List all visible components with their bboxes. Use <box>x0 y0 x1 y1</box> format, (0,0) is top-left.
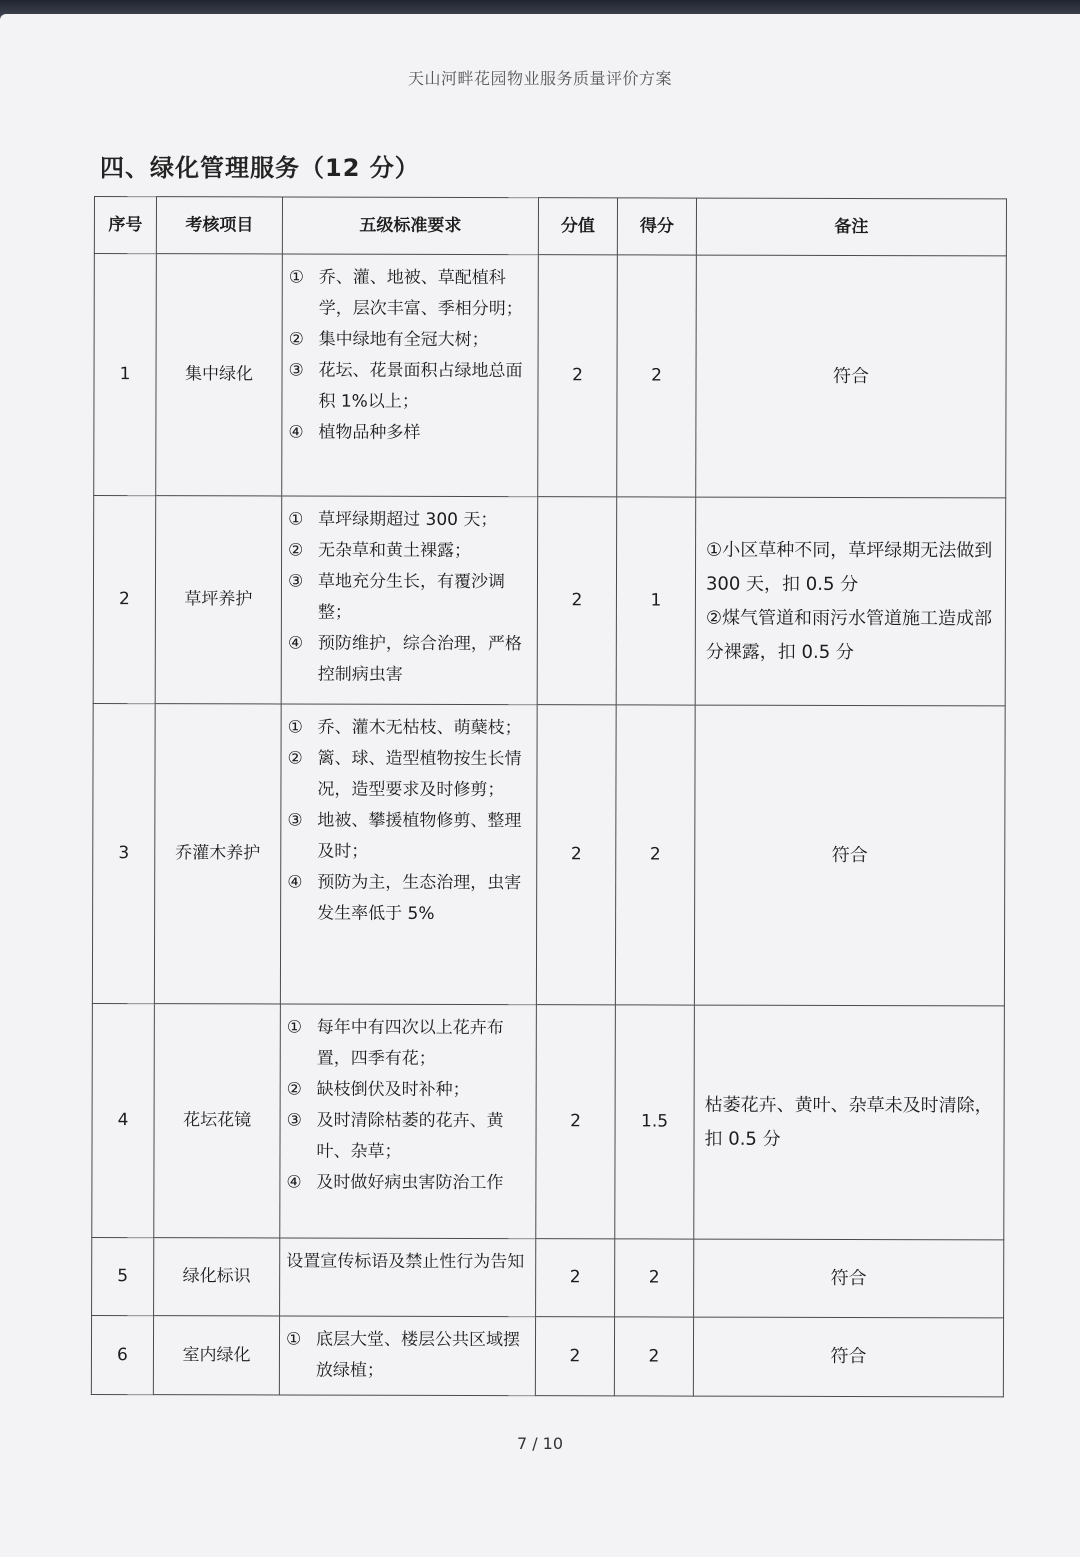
cell-score: 2 <box>615 705 695 1005</box>
table-header-row <box>94 197 1006 256</box>
cell-score: 2 <box>615 1239 694 1317</box>
cell-requirements <box>282 254 539 497</box>
requirement-item: ④ 及时做好病虫害防治工作 <box>286 1172 504 1194</box>
requirement-item: ③ 草地充分生长，有覆沙调整； <box>287 571 506 623</box>
table-row <box>93 496 1006 706</box>
cell-no: 6 <box>91 1315 153 1394</box>
table-row <box>94 254 1007 498</box>
cell-item: 绿化标识 <box>154 1238 280 1316</box>
cell-requirements <box>281 496 538 705</box>
requirement-item: ① 草坪绿期超过 300 天； <box>288 509 498 531</box>
cell-no: 3 <box>92 703 155 1003</box>
cell-remarks: 符合 <box>696 255 1007 498</box>
cell-value: 2 <box>537 497 617 705</box>
section-title: 四、绿化管理服务（12 分） <box>100 154 420 182</box>
requirement-item: ③ 及时清除枯萎的花卉、黄叶、杂草； <box>286 1110 504 1162</box>
requirement-item: 设置宣传标语及禁止性行为告知 <box>286 1251 525 1273</box>
cell-no: 5 <box>92 1237 154 1315</box>
cell-requirements <box>280 1004 537 1239</box>
requirement-item: ① 每年中有四次以上花卉布置，四季有花； <box>286 1017 504 1069</box>
page-number: 7 / 10 <box>516 1434 564 1453</box>
requirement-item: ② 篱、球、造型植物按生长情况，造型要求及时修剪； <box>287 748 522 801</box>
cell-item: 花坛花镜 <box>154 1004 281 1238</box>
requirement-item: ④ 预防维护，综合治理，严格控制病虫害 <box>287 633 522 685</box>
header-cell-requirements: 五级标准要求 <box>282 197 538 255</box>
header-cell-remarks: 备注 <box>696 198 1006 256</box>
cell-item: 室内绿化 <box>153 1316 279 1395</box>
table-row <box>91 1315 1003 1396</box>
cell-remarks: 符合 <box>694 1239 1004 1318</box>
table-row <box>92 1237 1004 1317</box>
cell-remarks: 枯萎花卉、黄叶、杂草未及时清除，扣 0.5 分 <box>694 1005 1005 1240</box>
cell-no: 1 <box>94 254 157 496</box>
cell-item: 草坪养护 <box>155 496 282 704</box>
cell-requirements <box>279 1316 535 1396</box>
requirement-item: ① 乔、灌、地被、草配植科学，层次丰富、季相分明； <box>288 267 523 320</box>
cell-value: 2 <box>536 1239 615 1317</box>
requirement-item: ② 缺枝倒伏及时补种； <box>286 1079 470 1100</box>
document-header: 天山河畔花园物业服务质量评价方案 <box>407 69 672 88</box>
requirement-item: ④ 植物品种多样 <box>288 422 421 443</box>
cell-item: 乔灌木养护 <box>154 704 281 1004</box>
requirement-item: ③ 花坛、花景面积占绿地总面积 1%以上； <box>288 360 523 412</box>
requirement-item: ④ 预防为主，生态治理，虫害发生率低于 5% <box>287 872 522 924</box>
table-row <box>92 1003 1005 1239</box>
cell-score: 2 <box>614 1317 693 1396</box>
cell-value: 2 <box>536 705 616 1005</box>
cell-remarks: 符合 <box>693 1317 1003 1397</box>
requirement-item: ① 底层大堂、楼层公共区域摆放绿植； <box>285 1329 521 1381</box>
header-cell-no: 序号 <box>94 197 156 254</box>
requirement-item: ② 集中绿地有全冠大树； <box>288 329 489 351</box>
cell-requirements <box>280 704 537 1005</box>
cell-score: 1 <box>616 497 696 705</box>
cell-score: 2 <box>617 255 697 497</box>
cell-remarks: 符合 <box>694 705 1005 1006</box>
evaluation-table <box>91 196 1007 1397</box>
cell-value: 2 <box>536 1005 616 1239</box>
requirement-item: ③ 地被、攀援植物修剪、整理及时； <box>287 810 522 862</box>
header-cell-item: 考核项目 <box>156 197 282 254</box>
table-row <box>92 703 1005 1005</box>
cell-score: 1.5 <box>615 1005 695 1239</box>
cell-no: 4 <box>92 1003 155 1237</box>
header-cell-value: 分值 <box>538 198 617 255</box>
requirement-item: ② 无杂草和黄土裸露； <box>288 540 472 561</box>
cell-requirements <box>280 1238 536 1317</box>
header-cell-score: 得分 <box>617 198 696 255</box>
cell-value: 2 <box>538 255 618 497</box>
requirement-item: ① 乔、灌木无枯枝、萌蘖枝； <box>287 717 522 739</box>
cell-item: 集中绿化 <box>156 254 283 496</box>
cell-remarks: ①小区草种不同，草坪绿期无法做到 300 天，扣 0.5 分 ②煤气管道和雨污水管道施工造成部分裸露，扣 0.5 分 <box>695 497 1006 706</box>
cell-value: 2 <box>535 1317 614 1396</box>
cell-no: 2 <box>93 496 156 704</box>
